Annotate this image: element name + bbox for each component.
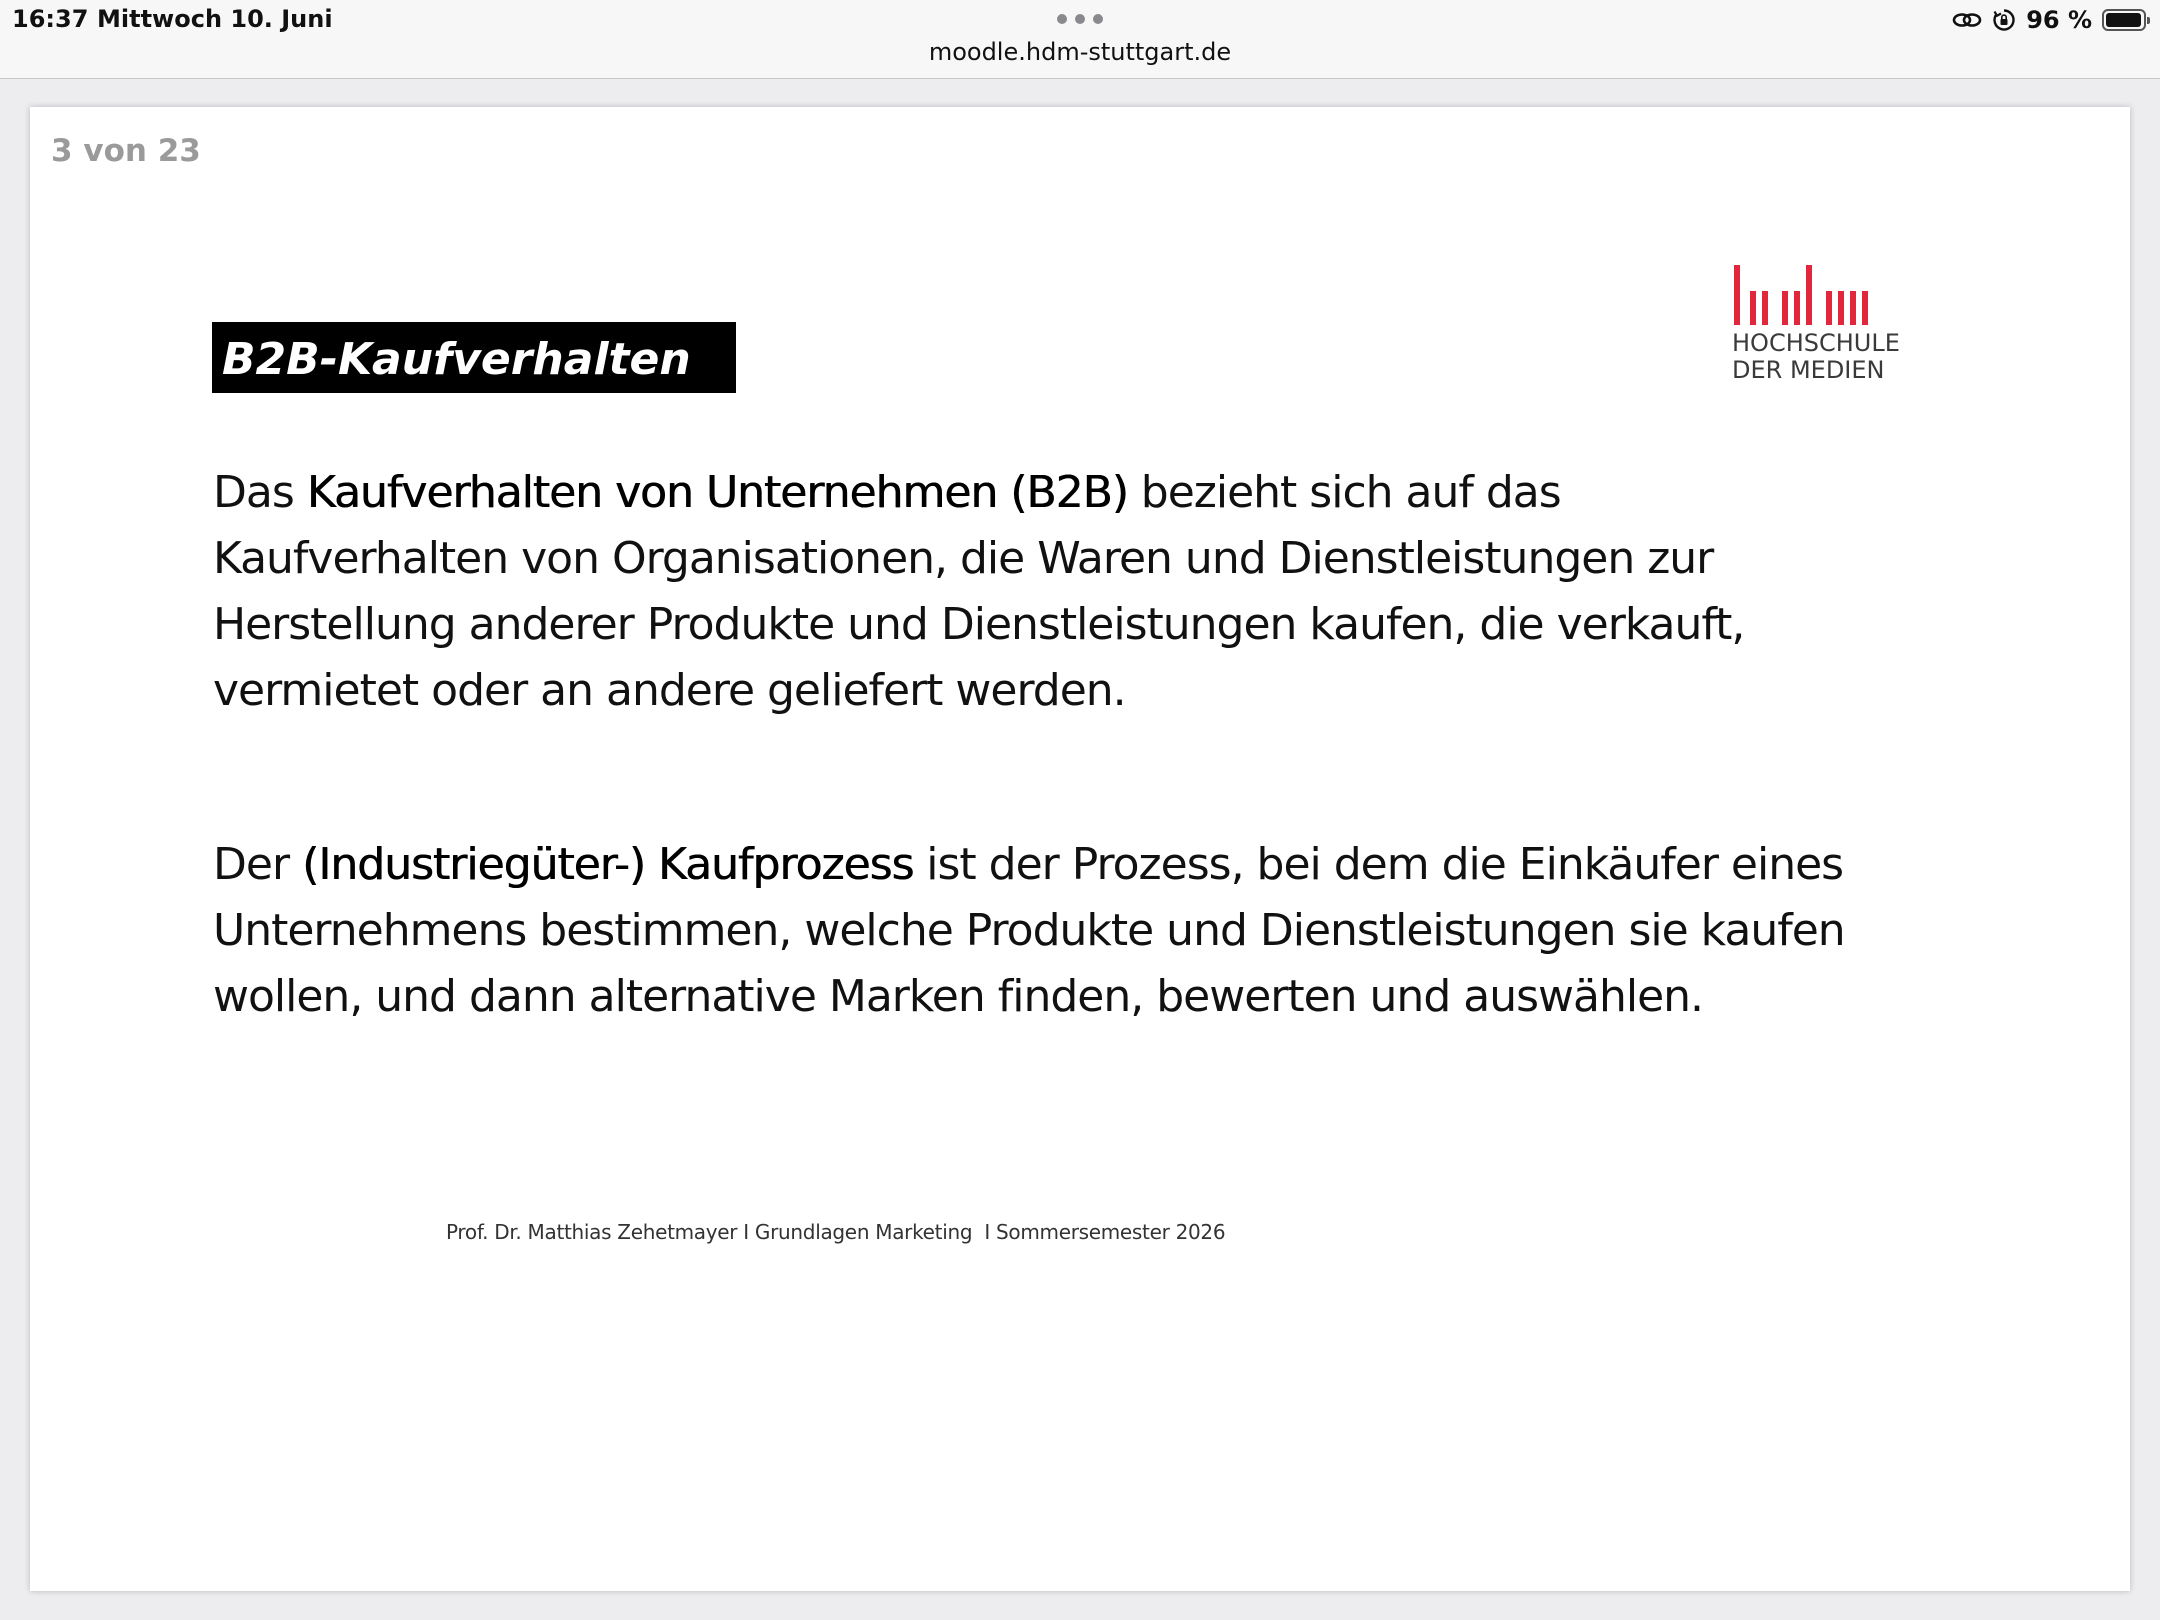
status-time: 16:37 (12, 5, 89, 33)
orientation-lock-icon (1992, 8, 2016, 32)
paragraph-bold-term: (Industriegüter-) Kaufprozess (302, 839, 914, 890)
slide-title-box (212, 322, 736, 393)
logo-bar-3 (1762, 291, 1768, 325)
paragraph-intro: Der (213, 839, 303, 890)
logo-line-2: DER MEDIEN (1732, 356, 1885, 384)
logo-line-1: HOCHSCHULE (1732, 329, 1900, 357)
logo-bar-9 (1850, 291, 1856, 325)
paragraph-intro: Das (213, 467, 307, 518)
battery-icon (2102, 9, 2146, 31)
logo-bar-10 (1862, 291, 1868, 325)
paragraph-rest: ist der Prozess, bei dem die Einkäufer eines Unternehmens bestimmen, welche Produkte und Dienstleistungen sie kaufen wollen, und dann alternative Marken finden, bewerten und auswählen. (213, 839, 1845, 1022)
battery-percentage: 96 % (2026, 6, 2092, 34)
hdm-logo (1732, 255, 1900, 384)
definition-paragraph-purchase-process (213, 832, 1853, 1030)
status-indicators (1952, 5, 2146, 35)
logo-bars-icon (1732, 255, 1872, 327)
logo-bar-7 (1826, 291, 1832, 325)
logo-bar-8 (1838, 291, 1844, 325)
battery-fill (2106, 13, 2141, 27)
logo-bar-6 (1806, 265, 1812, 325)
status-bar (0, 0, 2160, 79)
paragraph-rest: bezieht sich auf das Kaufverhalten von Organisationen, die Waren und Dienstleistungen zur Herstellung anderer Produkte und Dienstleistungen kaufen, die verkauft, vermietet oder an andere geliefert werden. (213, 467, 1745, 716)
paragraph-bold-term: Kaufverhalten von Unternehmen (B2B) (306, 467, 1128, 518)
address-bar-url[interactable]: moodle.hdm-stuttgart.de (928, 38, 1232, 66)
definition-paragraph-b2b (213, 460, 1853, 724)
status-date: Mittwoch 10. Juni (97, 5, 333, 33)
more-dots-icon[interactable] (1057, 14, 1103, 24)
slide-footer: Prof. Dr. Matthias Zehetmayer I Grundlagen Marketing I Sommersemester 2026 (446, 1220, 1226, 1244)
logo-bar-1 (1734, 265, 1740, 325)
logo-bar-5 (1794, 291, 1800, 325)
link-icon (1952, 9, 1982, 31)
page-counter: 3 von 23 (51, 133, 201, 169)
logo-bar-2 (1750, 291, 1756, 325)
slide-title: B2B-Kaufverhalten (222, 334, 691, 385)
logo-bar-4 (1782, 291, 1788, 325)
